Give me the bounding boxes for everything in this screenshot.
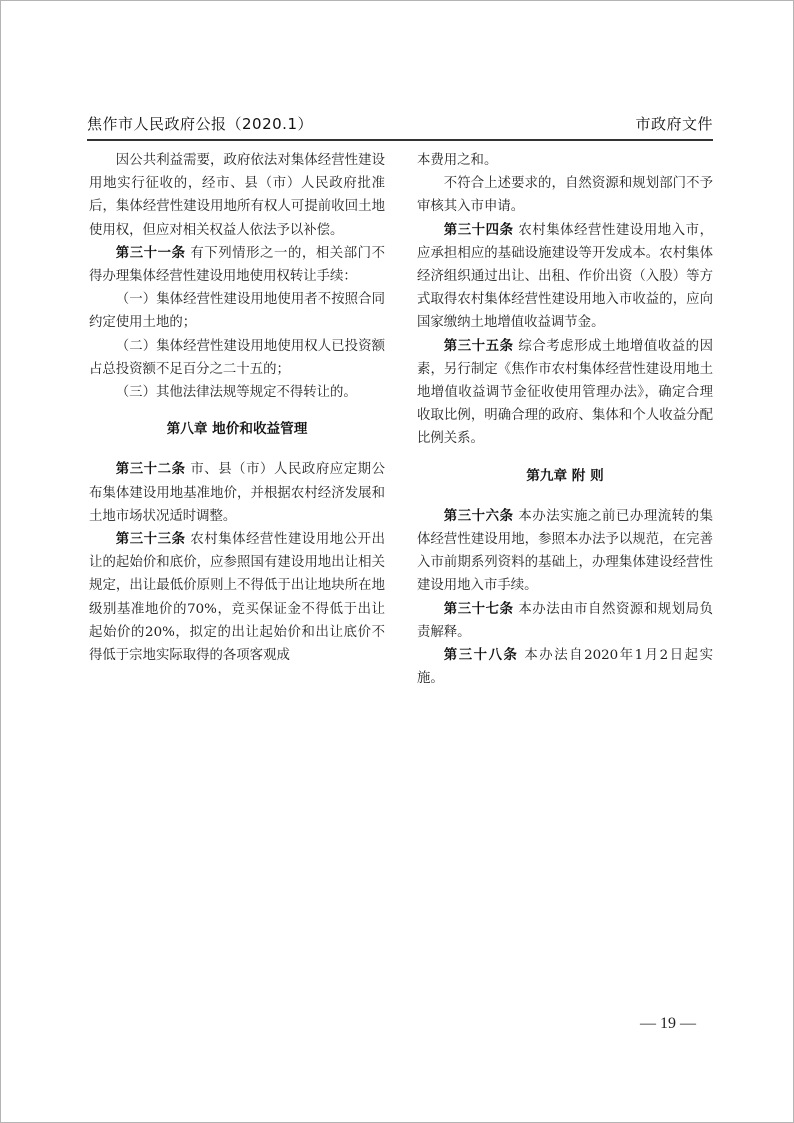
publication-title: 焦作市人民政府公报（2020.1） [87,115,313,133]
list-item: （二）集体经营性建设用地使用权人已投资额占总投资额不足百分之二十五的； [89,338,385,377]
article-37 [417,598,713,644]
chapter-heading-9: 第九章 附 则 [526,467,604,484]
article-label: 第三十三条 [115,532,186,548]
right-column [417,149,713,690]
article-32 [89,458,385,528]
article-text: 市、县（市）人民政府应定期公布集体建设用地基准地价，并根据农村经济发展和土地市场状况适时调整。 [89,462,386,524]
article-text: 本办法由市自然资源和规划局负责解释。 [417,601,714,640]
article-label: 第三十五条 [443,338,514,354]
chapter-heading-8: 第八章 地价和收益管理 [166,421,308,438]
article-text: 农村集体经营性建设用地入市，应承担相应的基础设施建设等开发成本。农村集体经济组织通过出让、出租、作价出资（入股）等方式取得农村集体经营性建设用地入市收益的，应向国家缴纳土地增值收益调节金。 [417,222,714,331]
list-item: （一）集体经营性建设用地使用者不按照合同约定使用土地的； [89,292,385,331]
article-38 [417,644,713,690]
article-text: 本办法实施之前已办理流转的集体经营性建设用地，参照本办法予以规范，在完善入市前期系列资料的基础上，办理集体建设经营性建设用地入市手续。 [417,508,714,594]
article-33 [89,528,385,667]
article-label: 第三十七条 [443,601,514,617]
article-label: 第三十二条 [115,462,186,478]
article-label: 第三十八条 [443,648,519,664]
article-text: 综合考虑形成土地增值收益的因素，另行制定《焦作市农村集体经营性建设用地土地增值收益调节金征收使用管理办法》，确定合理收取比例，明确合理的政府、集体和个人收益分配比例关系。 [417,338,714,447]
header-divider [87,139,713,141]
paragraph-expropriation: 因公共利益需要，政府依法对集体经营性建设用地实行征收的，经市、县（市）人民政府批准后，集体经营性建设用地所有权人可提前收回土地使用权，但应对相关权益人依法予以补偿。 [89,153,385,238]
page-number: — 19 — [640,1015,696,1032]
article-text: 有下列情形之一的，相关部门不得办理集体经营性建设用地使用权转让手续： [89,245,386,285]
page-header [87,113,713,135]
article-36 [417,505,713,598]
paragraph-rejection: 不符合上述要求的，自然资源和规划部门不予审核其入市申请。 [417,176,713,215]
article-31 [89,242,385,288]
article-label: 第三十四条 [443,222,514,238]
article-label: 第三十六条 [443,508,514,524]
left-column [89,149,385,667]
article-text: 农村集体经营性建设用地公开出让的起始价和底价，应参照国有建设用地出让相关规定，出让最低价原则上不得低于出让地块所在地级别基准地价的70%，竞买保证金不得低于出让起始价的20%，拟定的出让起始价和出让底价不得低于宗地实际取得的各项客观成 [89,532,386,664]
list-item: （三）其他法律法规等规定不得转让的。 [115,385,357,401]
paragraph-continuation: 本费用之和。 [417,153,498,168]
article-35 [417,335,713,451]
article-label: 第三十一条 [115,245,186,261]
section-label: 市政府文件 [635,115,713,133]
article-text: 本办法自2020年1月2日起实施。 [417,648,714,687]
article-34 [417,219,713,335]
